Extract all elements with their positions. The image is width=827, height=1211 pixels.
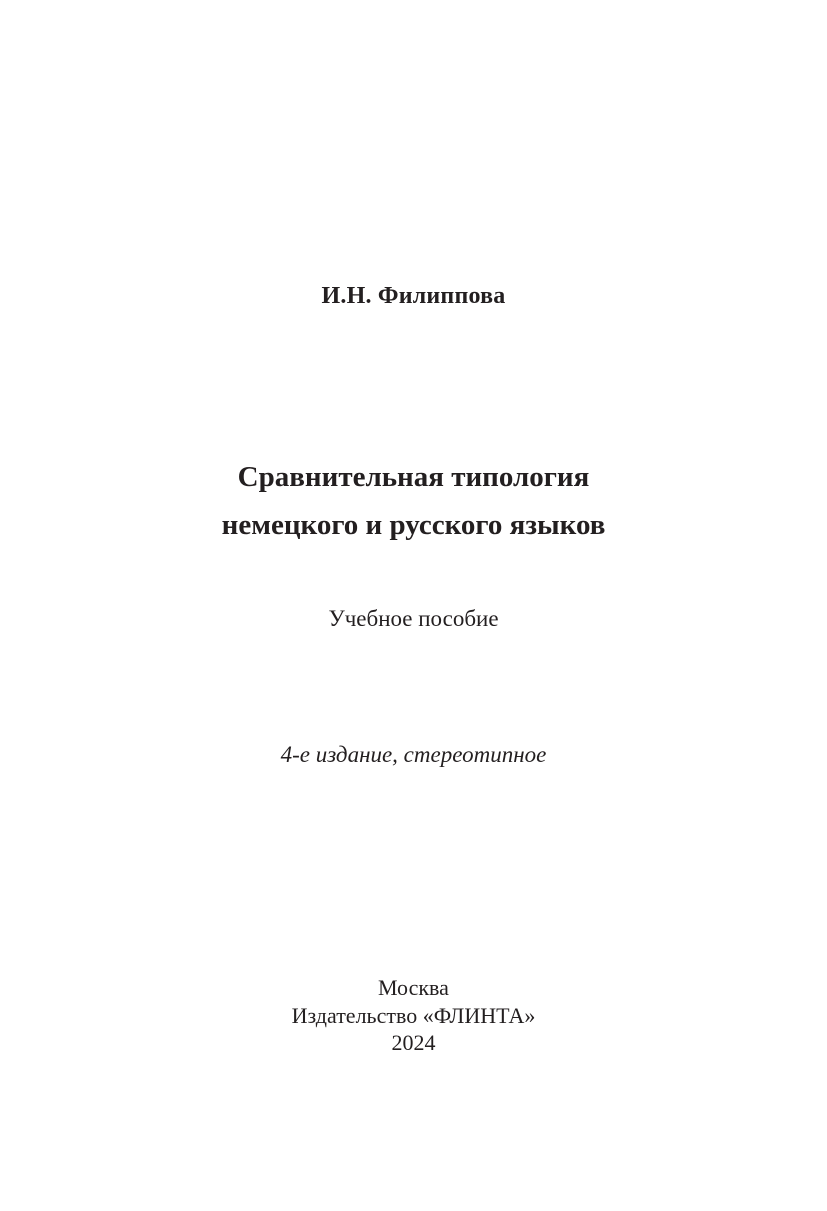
book-title-line-1: Сравнительная типология <box>237 461 590 493</box>
imprint-city: Москва <box>378 975 449 1000</box>
imprint-publisher: Издательство «ФЛИНТА» <box>291 1003 536 1028</box>
book-title-line-2: немецкого и русского языков <box>221 509 606 541</box>
author-name: И.Н. Филиппова <box>321 283 506 309</box>
edition-note: 4-е издание, стереотипное <box>280 742 547 767</box>
imprint-year: 2024 <box>391 1030 436 1055</box>
book-subtitle: Учебное пособие <box>328 606 499 631</box>
